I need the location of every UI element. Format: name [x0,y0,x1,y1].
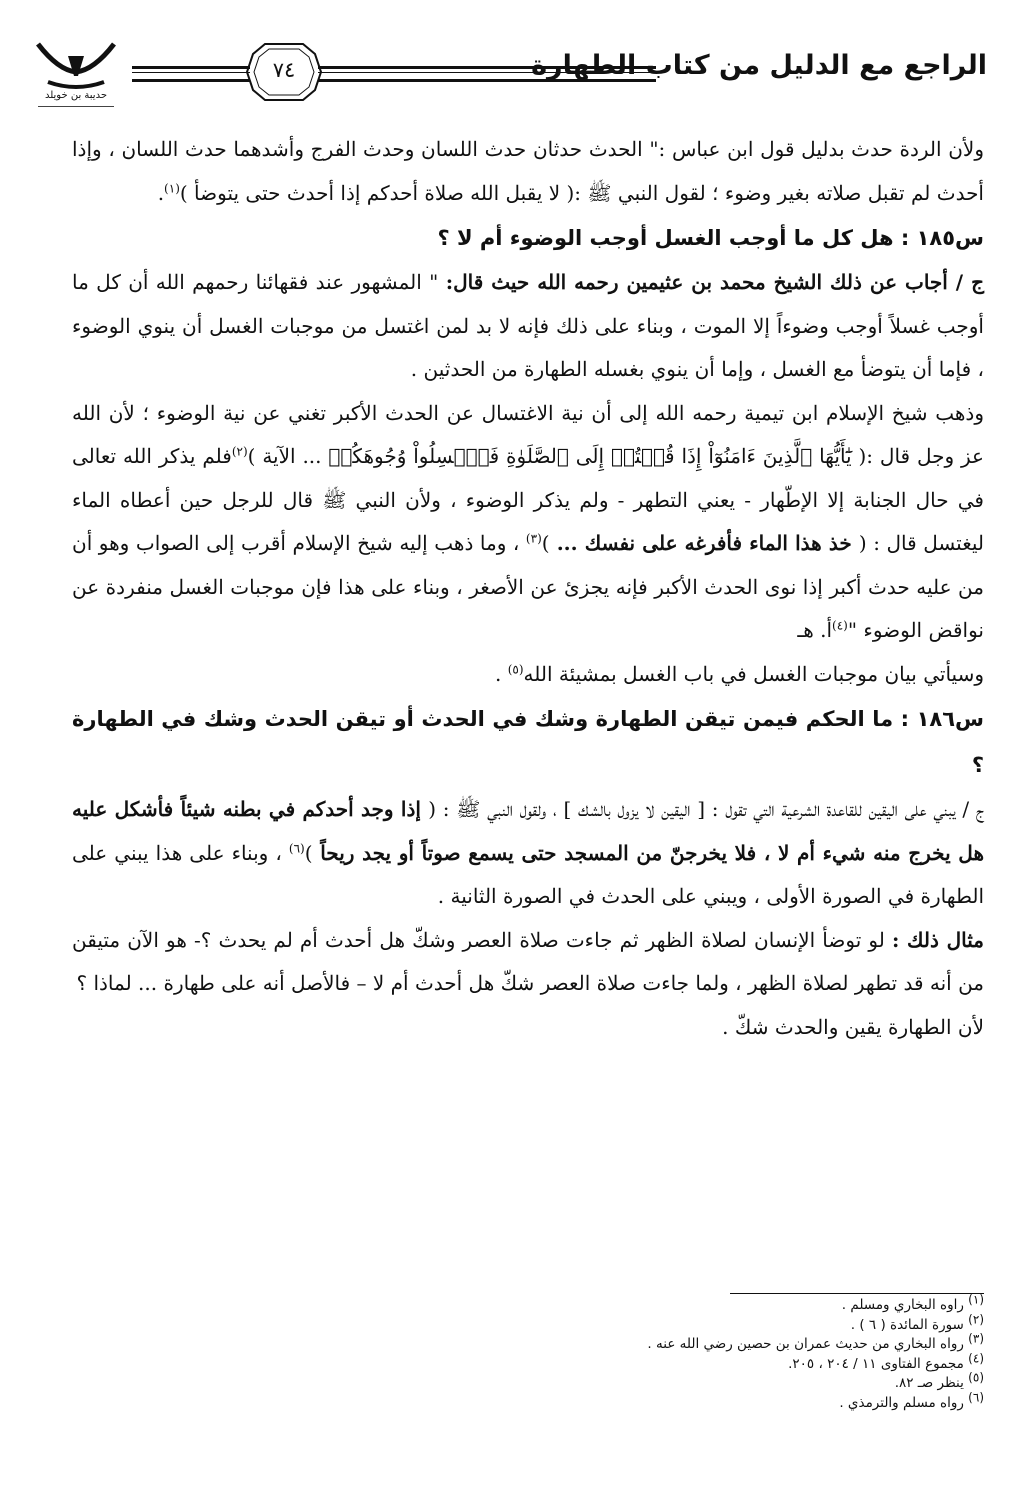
paragraph-see-later: وسيأتي بيان موجبات الغسل في باب الغسل بمشيئة الله$^{(٥)}$ . [495,661,984,686]
main-text [72,128,984,1049]
footnote-ref-3: (٣) [525,531,542,546]
answer-186: ج / يبني على اليقين للقاعدة الشرعية التي تقول : [ اليقين لا يزول بالشك ] ، ولقول النبي ﷺ : ( إذا وجد أحدكم في بطنه شيئاً فأشكل عليه هل يخرج منه شيء أم لا ، فلا يخرجنّ من المسجد حتى يسمع صوتاً أو يجد ريحاً )$^{(٦)}$ ، وبناء على هذا يبني على الطهارة في الصورة الأولى ، ويبني على الحدث في الصورة الثانية . [72,797,984,908]
footnote-ref-1: (١) [164,180,180,195]
paragraph-ibn-taymiyyah: وذهب شيخ الإسلام ابن تيمية رحمه الله إلى أن نية الاغتسال عن الحدث الأكبر تغني عن نية الوضوء ؛ لأن الله عز وجل قال :( يَٰٓأَيُّهَا ٱلَّذِينَ ءَامَنُوٓاْ إِذَا قُمۡتُمۡ إِلَى ٱلصَّلَوٰةِ فَٱغۡسِلُواْ وُجُوهَكُمۡ ... الآية )$^{(٢)}$فلم يذكر الله تعالى في حال الجنابة إلا الإطّهار - يعني التطهر - ولم يذكر الوضوء ، ولأن النبي ﷺ قال للرجل حين أعطاه الماء ليغتسل قال : ( خذ هذا الماء فأفرغه على نفسك ... )$^{(٣)}$ ، وما ذهب إليه شيخ الإسلام أقرب إلى الصواب وهو أن من عليه حدث أكبر إذا نوى الحدث الأكبر فإنه يجزئ عن الأصغر ، وبناء على هذا فإن موجبات الغسل منفردة عن نواقض الوضوء "$^{(٤)}$أ. هـ [72,400,984,642]
page-number-badge [245,40,323,104]
example-label: مثال ذلك : [891,927,984,952]
logo-text: حديبة بن خويلد [44,90,108,101]
running-title: الراجع مع الدليل من كتاب الطهارة [531,50,987,81]
answer-185-lead: ج / أجاب عن ذلك الشيخ محمد بن عثيمين رحمه الله حيث قال: [445,270,984,294]
footnote-ref-5: (٥) [507,661,524,676]
paragraph-intro: ولأن الردة حدث بدليل قول ابن عباس :" الحدث حدثان حدث اللسان وحدث الفرج وأشدهما حدث اللسان ، وإذا أحدث لم تقبل صلاته بغير وضوء ؛ لقول النبي ﷺ :( لا يقبل الله صلاة أحدكم إذا أحدث حتى يتوضأ )$^{(١)}$. [72,137,984,205]
footnote-ref-2: (٢) [231,444,248,459]
question-186: س١٨٦ : ما الحكم فيمن تيقن الطهارة وشك في الحدث أو تيقن الحدث وشك في الطهارة ؟ [72,707,984,777]
logo-underline [38,106,114,107]
publisher-logo [28,36,124,118]
footnote-6: $^{(٦)}$ رواه مسلم والترمذي . [839,1390,984,1411]
page-header [0,0,1027,110]
logo-emblem-icon [28,36,124,92]
answer-185: ج / أجاب عن ذلك الشيخ محمد بن عثيمين رحمه الله حيث قال: " المشهور عند فقهائنا رحمهم الله أن كل ما أوجب غسلاً أوجب وضوءاً إلا الموت ، وبناء على ذلك فإنه لا بد لمن اغتسل من موجبات الغسل أن ينوي الوضوء ، فإما أن يتوضأ مع الغسل ، وإما أن ينوي بغسله الطهارة من الحدثين . [72,270,984,381]
footnote-ref-6: (٦) [288,840,305,855]
footnote-2: $^{(٢)}$ سورة المائدة ( ٦ ) . [850,1312,984,1333]
footnote-ref-4: (٤) [832,618,848,633]
example-paragraph: مثال ذلك : لو توضأ الإنسان لصلاة الظهر ثم جاءت صلاة العصر وشكّ هل أحدث أم لم يحدث ؟- هو الآن متيقن من أنه قد تطهر لصلاة الظهر ، ولما جاءت صلاة العصر شكّ هل أحدث أم لا – فالأصل أنه على طهارة ... لماذا ؟ [72,927,984,995]
page-number: ٧٤ [272,58,296,82]
footnote-3: $^{(٣)}$ رواه البخاري من حديث عمران بن حصين رضي الله عنه . [647,1331,984,1352]
hadith-quote-2: إذا وجد أحدكم في بطنه شيئاً فأشكل عليه هل يخرج منه شيء أم لا ، فلا يخرجنّ من المسجد حتى يسمع صوتاً أو يجد ريحاً [72,797,984,865]
footnote-4: $^{(٤)}$ مجموع الفتاوى ١١ / ٢٠٤ ، ٢٠٥. [788,1351,984,1372]
closing-line: لأن الطهارة يقين والحدث شكّ . [722,1014,984,1039]
header-rule-left [132,66,250,82]
hadith-quote: خذ هذا الماء فأفرغه على نفسك ... [549,531,859,555]
header-rule-right [318,66,656,82]
footnote-1: $^{(١)}$ راوه البخاري ومسلم . [841,1292,984,1313]
footnote-separator [730,1293,984,1294]
footnotes [384,1292,984,1413]
question-185: س١٨٥ : هل كل ما أوجب الغسل أوجب الوضوء أم لا ؟ [437,226,984,250]
footnote-5: $^{(٥)}$ ينظر صـ ٨٢. [894,1370,984,1391]
